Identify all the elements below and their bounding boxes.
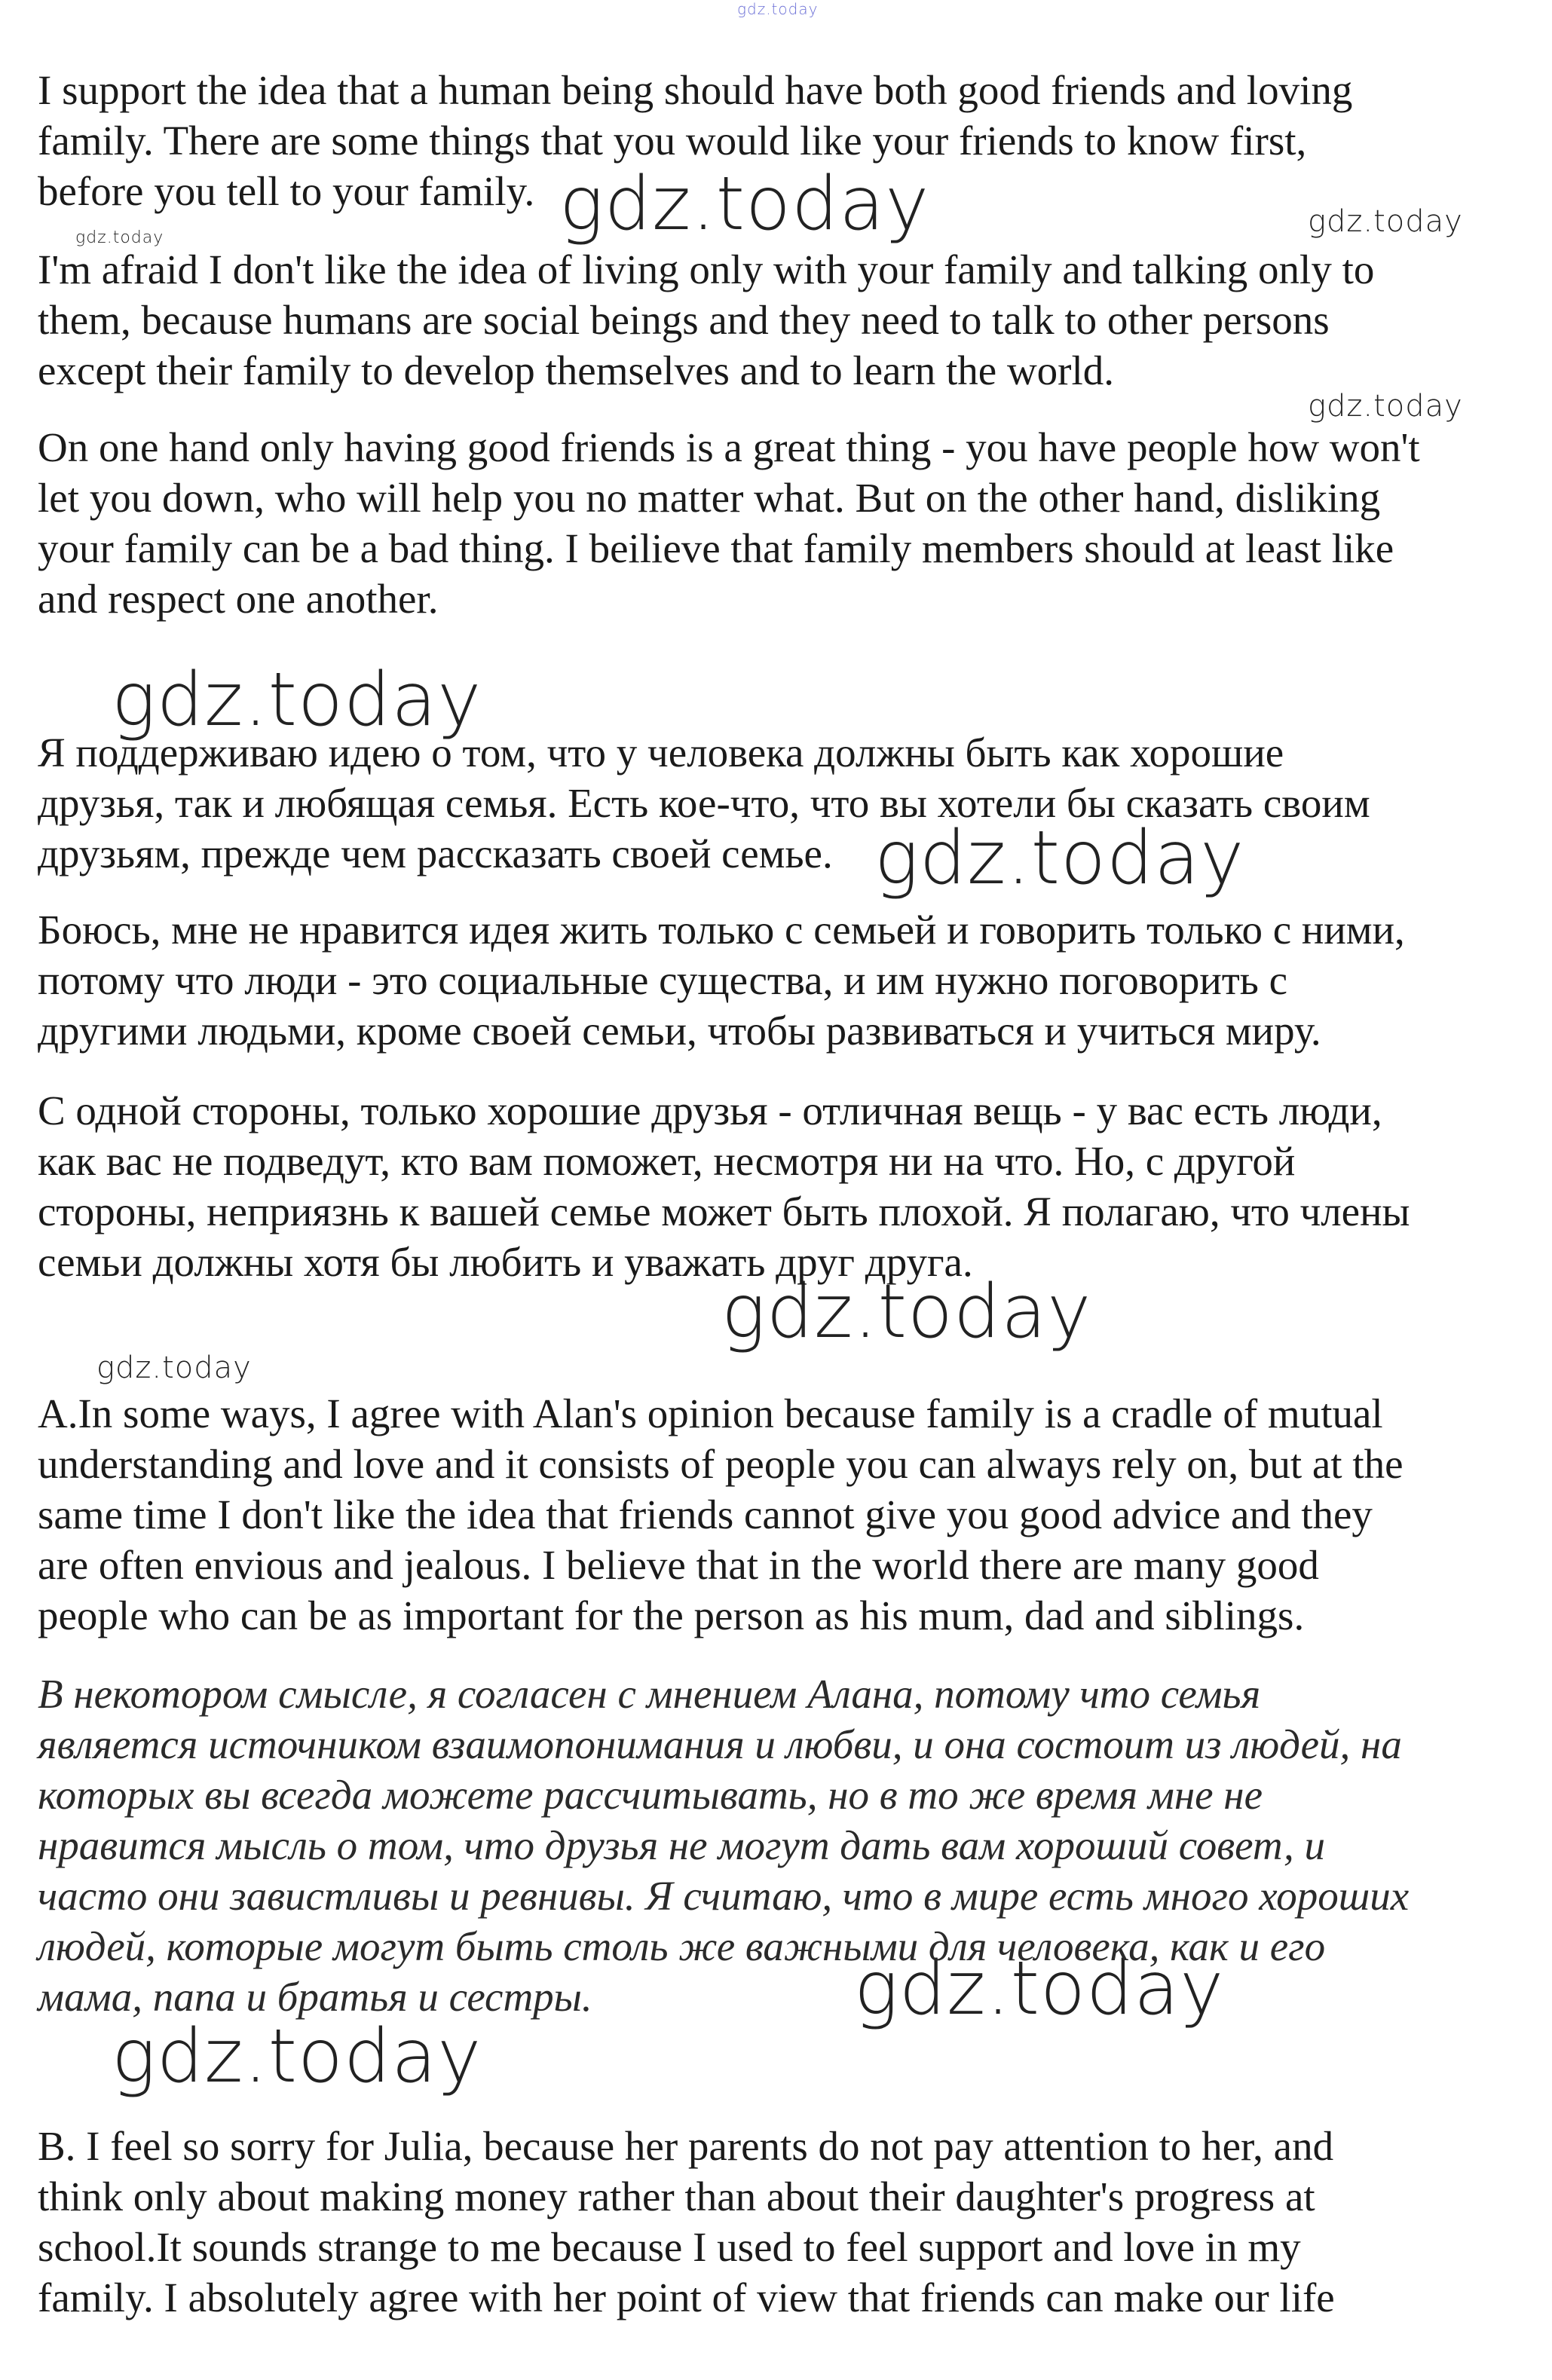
watermark: gdz.today bbox=[1308, 389, 1463, 424]
paragraph-en-b: B. I feel so sorry for Julia, because her parents do not pay attention to her, and think only about making money rather than about their daughter's progress at school.It sounds strange to me because I used to feel support and love in my family. I absolutely agree with her point of view that friends can make our life bbox=[38, 2123, 1335, 2320]
paragraph-ru-3: С одной стороны, только хорошие друзья - отличная вещь - у вас есть люди, как вас не подведут, кто вам поможет, несмотря ни на что. Но, с другой стороны, неприязнь к вашей семье может быть плохой. Я полагаю, что члены семьи должны хотя бы любить и уважать друг друга. bbox=[38, 1088, 1410, 1285]
watermark: gdz.today bbox=[112, 2014, 482, 2100]
paragraph-ru-a: В некотором смысле, я согласен с мнением Алана, потому что семья является источником взаимопонимания и любви, и она состоит из людей, на которых вы всегда можете рассчитывать, но в то же время мне не нравится мысль о том, что друзья не могут дать вам хороший совет, и часто они завистливы и ревнивы. Я считаю, что в мире есть много хороших людей, которые могут быть столь же важными для человека, как и его мама, папа и братья и сестры. bbox=[38, 1671, 1410, 2020]
paragraph-ru-1: Я поддерживаю идею о том, что у человека должны быть как хорошие друзья, так и любящая семья. Есть кое-что, что вы хотели бы сказать своим друзьям, прежде чем рассказать своей семье. bbox=[38, 730, 1370, 876]
paragraph-en-a: A.In some ways, I agree with Alan's opinion because family is a cradle of mutual understanding and love and it consists of people you can always rely on, but at the same time I don't like the idea that friends cannot give you good advice and they are often envious and jealous. I believe that in the world there are many good people who can be as important for the person as his mum, dad and siblings. bbox=[38, 1390, 1404, 1638]
watermark: gdz.today bbox=[874, 815, 1245, 901]
watermark: gdz.today bbox=[112, 657, 482, 743]
paragraph-en-1: I support the idea that a human being should have both good friends and loving family. There are some things that you would like your friends to know first, before you tell to your family. bbox=[38, 67, 1353, 214]
watermark: gdz.today bbox=[559, 161, 930, 247]
paragraph-en-3: On one hand only having good friends is a great thing - you have people how won't let you down, who will help you no matter what. But on the other hand, disliking your family can be a bad thing. I beilieve that family members should at least like and respect one another. bbox=[38, 424, 1420, 622]
paragraph-en-2: I'm afraid I don't like the idea of living only with your family and talking only to them, because humans are social beings and they need to talk to other persons except their family to develop themselves and to learn the world. bbox=[38, 246, 1375, 393]
watermark: gdz.today bbox=[854, 1946, 1225, 2032]
watermark: gdz.today bbox=[721, 1269, 1092, 1355]
watermark: gdz.today bbox=[75, 228, 164, 247]
watermark: gdz.today bbox=[96, 1351, 252, 1385]
paragraph-ru-2: Боюсь, мне не нравится идея жить только с семьей и говорить только с ними, потому что люди - это социальные существа, и им нужно поговорить с другими людьми, кроме своей семьи, чтобы развиваться и учиться миру. bbox=[38, 907, 1405, 1054]
watermark-top: gdz.today bbox=[737, 0, 819, 18]
watermark: gdz.today bbox=[1308, 204, 1463, 239]
